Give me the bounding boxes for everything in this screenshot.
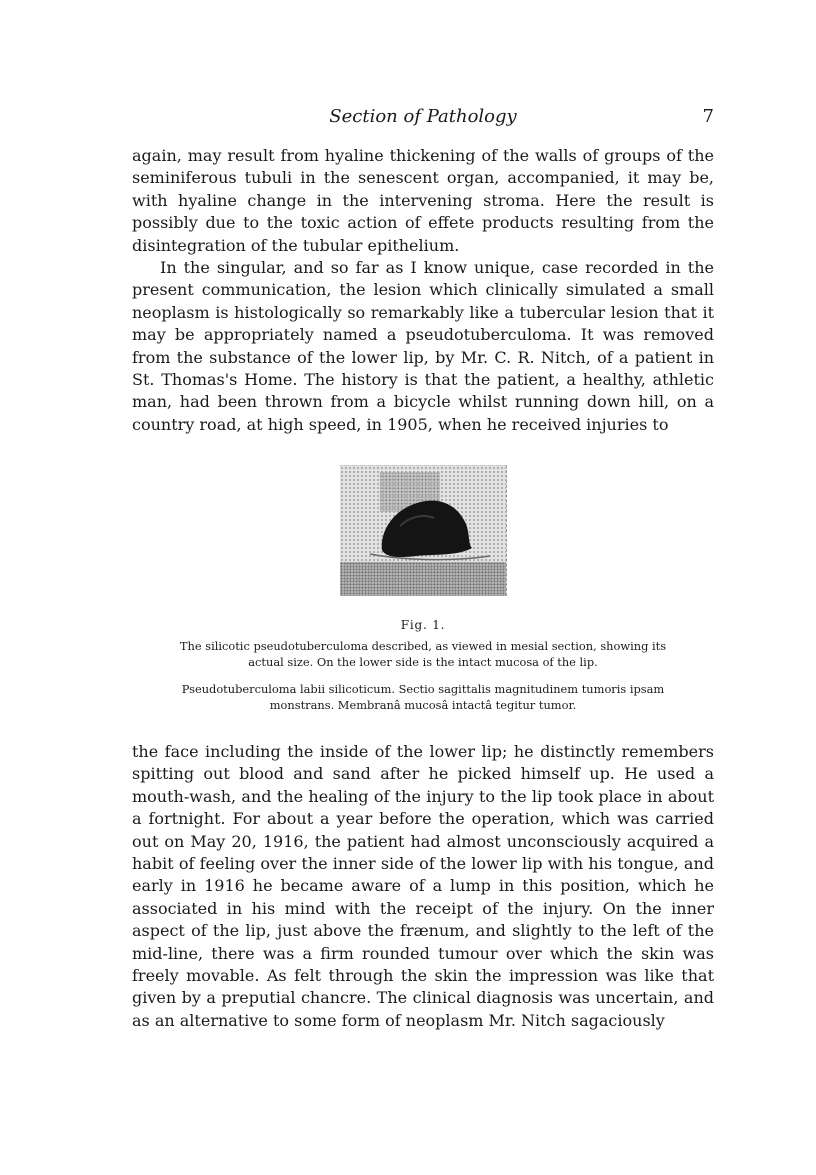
body-text-top <box>132 145 714 436</box>
paragraph-case-intro: In the singular, and so far as I know unique, case recorded in the present communication, the lesion which clinically simulated a small neoplasm is histologically so remarkably like a tubercular lesion that it may be appropriately named a pseudotuberculoma. It was removed from the substance of the lower lip, by Mr. C. R. Nitch, of a patient in St. Thomas's Home. The history is that the patient, a healthy, athletic man, had been thrown from a bicycle whilst running down hill, on a country road, at high speed, in 1905, when he received injuries to <box>132 258 714 434</box>
body-text-bottom <box>132 741 714 1032</box>
paragraph-history-continued: the face including the inside of the lower lip; he distinctly remembers spitting out blood and sand after he picked himself up. He used a mouth-wash, and the healing of the injury to the lip took place in about a fortnight. For about a year before the operation, which was carried out on May 20, 1916, the patient had almost unconsciously acquired a habit of feeling over the inner side of the lower lip with his tongue, and early in 1916 he became aware of a lump in this position, which he associated in his mind with the receipt of the injury. On the inner aspect of the lip, just above the frænum, and slightly to the left of the mid-line, there was a firm rounded tumour over which the skin was freely movable. As felt through the skin the impression was like that given by a preputial chancre. The clinical diagnosis was uncertain, and as an alternative to some form of neoplasm Mr. Nitch sagaciously <box>132 742 714 1030</box>
running-head: Section of Pathology <box>329 106 517 127</box>
figure-label: Fig. 1. <box>400 618 446 632</box>
page-header <box>132 104 714 130</box>
page-number: 7 <box>702 106 714 127</box>
paragraph-continuation: again, may result from hyaline thickening of the walls of groups of the seminiferous tubuli in the senescent organ, accompanied, it may be, with hyaline change in the intervening stroma. Here the result is possibly due to the toxic action of effete products resulting from the disintegration of the tubular epithelium. <box>132 146 714 255</box>
figure-caption-latin: Pseudotuberculoma labii silicoticum. Sectio sagittalis magnitudinem tumoris ipsam monstrans. Membranâ mucosâ intactâ tegitur tumor. <box>181 682 665 712</box>
figure-caption-english: The silicotic pseudotuberculoma described, as viewed in mesial section, showing its actual size. On the lower side is the intact mucosa of the lip. <box>179 639 667 669</box>
figure-1 <box>132 463 714 718</box>
specimen-photograph <box>340 465 507 596</box>
